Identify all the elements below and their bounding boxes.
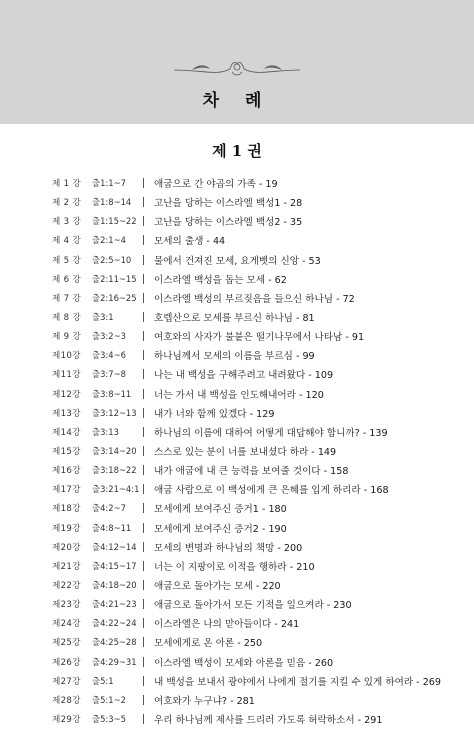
entry-title: 모세에게 보여주신 증거1 - 180 bbox=[154, 504, 287, 516]
toc-entry bbox=[0, 270, 474, 289]
separator-bar bbox=[143, 216, 144, 226]
entry-title: 내가 애굽에 내 큰 능력을 보여줄 것이다 - 158 bbox=[154, 466, 349, 478]
lecture-number: 제14강 bbox=[52, 427, 81, 438]
toc-entry bbox=[0, 212, 474, 231]
toc-entry bbox=[0, 423, 474, 442]
scripture-reference: 출5:3~5 bbox=[92, 713, 126, 724]
toc-entry bbox=[0, 385, 474, 404]
toc-entry bbox=[0, 595, 474, 614]
toc-entry bbox=[0, 193, 474, 212]
separator-bar bbox=[143, 255, 144, 265]
lecture-number: 제16강 bbox=[52, 466, 81, 477]
entry-title: 이스라엘은 나의 맏아들이다 - 241 bbox=[154, 619, 300, 631]
scripture-reference: 출4:22~24 bbox=[92, 618, 137, 629]
lecture-number: 제15강 bbox=[52, 446, 81, 457]
separator-bar bbox=[143, 484, 144, 494]
toc-header bbox=[0, 0, 474, 124]
entry-title: 나는 내 백성을 구해주려고 내려왔다 - 109 bbox=[154, 370, 334, 382]
lecture-number: 제 4 강 bbox=[52, 236, 82, 247]
separator-bar bbox=[143, 293, 144, 303]
entry-title: 물에서 건져진 모세, 요게벳의 신앙 - 53 bbox=[154, 255, 321, 267]
separator-bar bbox=[143, 542, 144, 552]
entry-title: 호렙산으로 모세를 부르신 하나님 - 81 bbox=[154, 312, 315, 324]
separator-bar bbox=[143, 369, 144, 379]
toc-entry bbox=[0, 308, 474, 327]
toc-entry bbox=[0, 557, 474, 576]
entry-title: 하나님의 이름에 대하여 어떻게 대답해야 합니까? - 139 bbox=[154, 427, 388, 439]
lecture-number: 제29강 bbox=[52, 714, 81, 725]
entry-title: 고난을 당하는 이스라엘 백성1 - 28 bbox=[154, 198, 303, 210]
lecture-number: 제 8 강 bbox=[52, 312, 82, 323]
separator-bar bbox=[143, 427, 144, 437]
lecture-number: 제23강 bbox=[52, 600, 81, 611]
toc-entry bbox=[0, 461, 474, 480]
separator-bar bbox=[143, 637, 144, 647]
separator-bar bbox=[143, 695, 144, 705]
separator-bar bbox=[143, 676, 144, 686]
separator-bar bbox=[143, 312, 144, 322]
lecture-number: 제26강 bbox=[52, 657, 81, 668]
scripture-reference: 출3:1 bbox=[92, 311, 114, 322]
separator-bar bbox=[143, 618, 144, 628]
separator-bar bbox=[143, 389, 144, 399]
entry-title: 이스라엘 백성의 부르짖음을 들으신 하나님 - 72 bbox=[154, 293, 355, 305]
toc-entry bbox=[0, 576, 474, 595]
separator-bar bbox=[143, 657, 144, 667]
toc-entry bbox=[0, 404, 474, 423]
lecture-number: 제28강 bbox=[52, 695, 81, 706]
scripture-reference: 출3:18~22 bbox=[92, 465, 137, 476]
entry-title: 여호와가 누구냐? - 281 bbox=[154, 695, 255, 707]
toc-entry bbox=[0, 499, 474, 518]
lecture-number: 제24강 bbox=[52, 619, 81, 630]
scripture-reference: 출5:1 bbox=[92, 675, 114, 686]
separator-bar bbox=[143, 714, 144, 724]
lecture-number: 제18강 bbox=[52, 504, 81, 515]
entry-title: 애굽 사람으로 이 백성에게 큰 은혜를 입게 하리라 - 168 bbox=[154, 485, 389, 497]
lecture-number: 제21강 bbox=[52, 561, 81, 572]
entry-title: 모세의 출생 - 44 bbox=[154, 236, 226, 248]
lecture-number: 제22강 bbox=[52, 580, 81, 591]
lecture-number: 제11강 bbox=[52, 370, 81, 381]
separator-bar bbox=[143, 503, 144, 513]
entry-title: 스스로 있는 분이 너를 보내셨다 하라 - 149 bbox=[154, 446, 337, 458]
separator-bar bbox=[143, 197, 144, 207]
scripture-reference: 출3:2~3 bbox=[92, 331, 126, 342]
scripture-reference: 출1:8~14 bbox=[92, 197, 132, 208]
lecture-number: 제 2 강 bbox=[52, 198, 82, 209]
entry-title: 하나님께서 모세의 이름을 부르심 - 99 bbox=[154, 351, 315, 363]
scripture-reference: 출3:8~11 bbox=[92, 388, 132, 399]
scripture-reference: 출4:12~14 bbox=[92, 541, 137, 552]
scripture-reference: 출5:1~2 bbox=[92, 694, 126, 705]
entry-title: 여호와의 사자가 불붙은 떨기나무에서 나타남 - 91 bbox=[154, 332, 365, 344]
separator-bar bbox=[143, 350, 144, 360]
scripture-reference: 출3:12~13 bbox=[92, 407, 137, 418]
scripture-reference: 출4:18~20 bbox=[92, 579, 137, 590]
scripture-reference: 출4:8~11 bbox=[92, 522, 132, 533]
entry-title: 애굽으로 돌아가는 모세 - 220 bbox=[154, 580, 281, 592]
toc-entry bbox=[0, 231, 474, 250]
scripture-reference: 출4:2~7 bbox=[92, 503, 126, 514]
entry-title: 이스라엘 백성이 모세와 아론을 믿음 - 260 bbox=[154, 657, 334, 669]
entry-title: 고난을 당하는 이스라엘 백성2 - 35 bbox=[154, 217, 303, 229]
scripture-reference: 출4:25~28 bbox=[92, 637, 137, 648]
toc-entry bbox=[0, 633, 474, 652]
separator-bar bbox=[143, 274, 144, 284]
scripture-reference: 출2:5~10 bbox=[92, 254, 132, 265]
entry-title: 우리 하나님께 제사를 드리러 가도록 허락하소서 - 291 bbox=[154, 714, 383, 726]
separator-bar bbox=[143, 465, 144, 475]
separator-bar bbox=[143, 235, 144, 245]
lecture-number: 제25강 bbox=[52, 638, 81, 649]
entry-title: 너는 가서 내 백성을 인도해내어라 - 120 bbox=[154, 389, 324, 401]
separator-bar bbox=[143, 561, 144, 571]
scripture-reference: 출3:21~4:1 bbox=[92, 484, 140, 495]
toc-entry bbox=[0, 691, 474, 710]
toc-entry bbox=[0, 251, 474, 270]
scripture-reference: 출1:15~22 bbox=[92, 216, 137, 227]
scripture-reference: 출2:11~15 bbox=[92, 273, 137, 284]
entry-title: 애굽으로 돌아가서 모든 기적을 일으켜라 - 230 bbox=[154, 600, 352, 612]
scripture-reference: 출3:4~6 bbox=[92, 350, 126, 361]
lecture-number: 제 3 강 bbox=[52, 217, 82, 228]
entry-title: 내 백성을 보내서 광야에서 나에게 절기를 지킬 수 있게 하여라 - 269 bbox=[154, 676, 442, 688]
lecture-number: 제20강 bbox=[52, 542, 81, 553]
lecture-number: 제10강 bbox=[52, 351, 81, 362]
entry-title: 너는 이 지팡이로 이적을 행하라 - 210 bbox=[154, 561, 315, 573]
lecture-number: 제27강 bbox=[52, 676, 81, 687]
entry-title: 모세의 변명과 하나님의 책망 - 200 bbox=[154, 542, 303, 554]
toc-entry bbox=[0, 672, 474, 691]
toc-entry bbox=[0, 442, 474, 461]
scripture-reference: 출3:7~8 bbox=[92, 369, 126, 380]
toc-list bbox=[0, 174, 474, 729]
lecture-number: 제 5 강 bbox=[52, 255, 82, 266]
toc-entry bbox=[0, 710, 474, 729]
toc-title: 차 례 bbox=[202, 91, 272, 111]
separator-bar bbox=[143, 408, 144, 418]
lecture-number: 제13강 bbox=[52, 408, 81, 419]
toc-entry bbox=[0, 346, 474, 365]
scripture-reference: 출1:1~7 bbox=[92, 178, 126, 188]
toc-entry bbox=[0, 538, 474, 557]
toc-entry bbox=[0, 480, 474, 499]
lecture-number: 제 1 강 bbox=[52, 179, 82, 189]
entry-title: 애굽으로 간 야곱의 가족 - 19 bbox=[154, 179, 278, 190]
scripture-reference: 출4:15~17 bbox=[92, 560, 137, 571]
separator-bar bbox=[143, 331, 144, 341]
entry-title: 내가 너와 함께 있겠다 - 129 bbox=[154, 408, 275, 420]
scripture-reference: 출4:29~31 bbox=[92, 656, 137, 667]
toc-entry bbox=[0, 174, 474, 193]
lecture-number: 제 7 강 bbox=[52, 293, 82, 304]
lecture-number: 제17강 bbox=[52, 485, 81, 496]
lecture-number: 제19강 bbox=[52, 523, 81, 534]
toc-entry bbox=[0, 614, 474, 633]
lecture-number: 제12강 bbox=[52, 389, 81, 400]
scripture-reference: 출3:13 bbox=[92, 426, 119, 437]
separator-bar bbox=[143, 580, 144, 590]
entry-title: 모세에게 보여주신 증거2 - 190 bbox=[154, 523, 287, 535]
toc-entry bbox=[0, 327, 474, 346]
lecture-number: 제 6 강 bbox=[52, 274, 82, 285]
separator-bar bbox=[143, 446, 144, 456]
floral-ornament-icon bbox=[172, 58, 302, 80]
toc-entry bbox=[0, 653, 474, 672]
separator-bar bbox=[143, 178, 144, 188]
entry-title: 이스라엘 백성을 돕는 모세 - 62 bbox=[154, 274, 287, 286]
scripture-reference: 출2:16~25 bbox=[92, 292, 137, 303]
toc-entry bbox=[0, 519, 474, 538]
scripture-reference: 출2:1~4 bbox=[92, 235, 126, 246]
separator-bar bbox=[143, 523, 144, 533]
scripture-reference: 출4:21~23 bbox=[92, 599, 137, 610]
toc-entry bbox=[0, 289, 474, 308]
toc-entry bbox=[0, 365, 474, 384]
scripture-reference: 출3:14~20 bbox=[92, 445, 137, 456]
entry-title: 모세에게로 온 아론 - 250 bbox=[154, 638, 263, 650]
separator-bar bbox=[143, 599, 144, 609]
lecture-number: 제 9 강 bbox=[52, 332, 82, 343]
volume-title: 제 1 권 bbox=[212, 142, 262, 160]
